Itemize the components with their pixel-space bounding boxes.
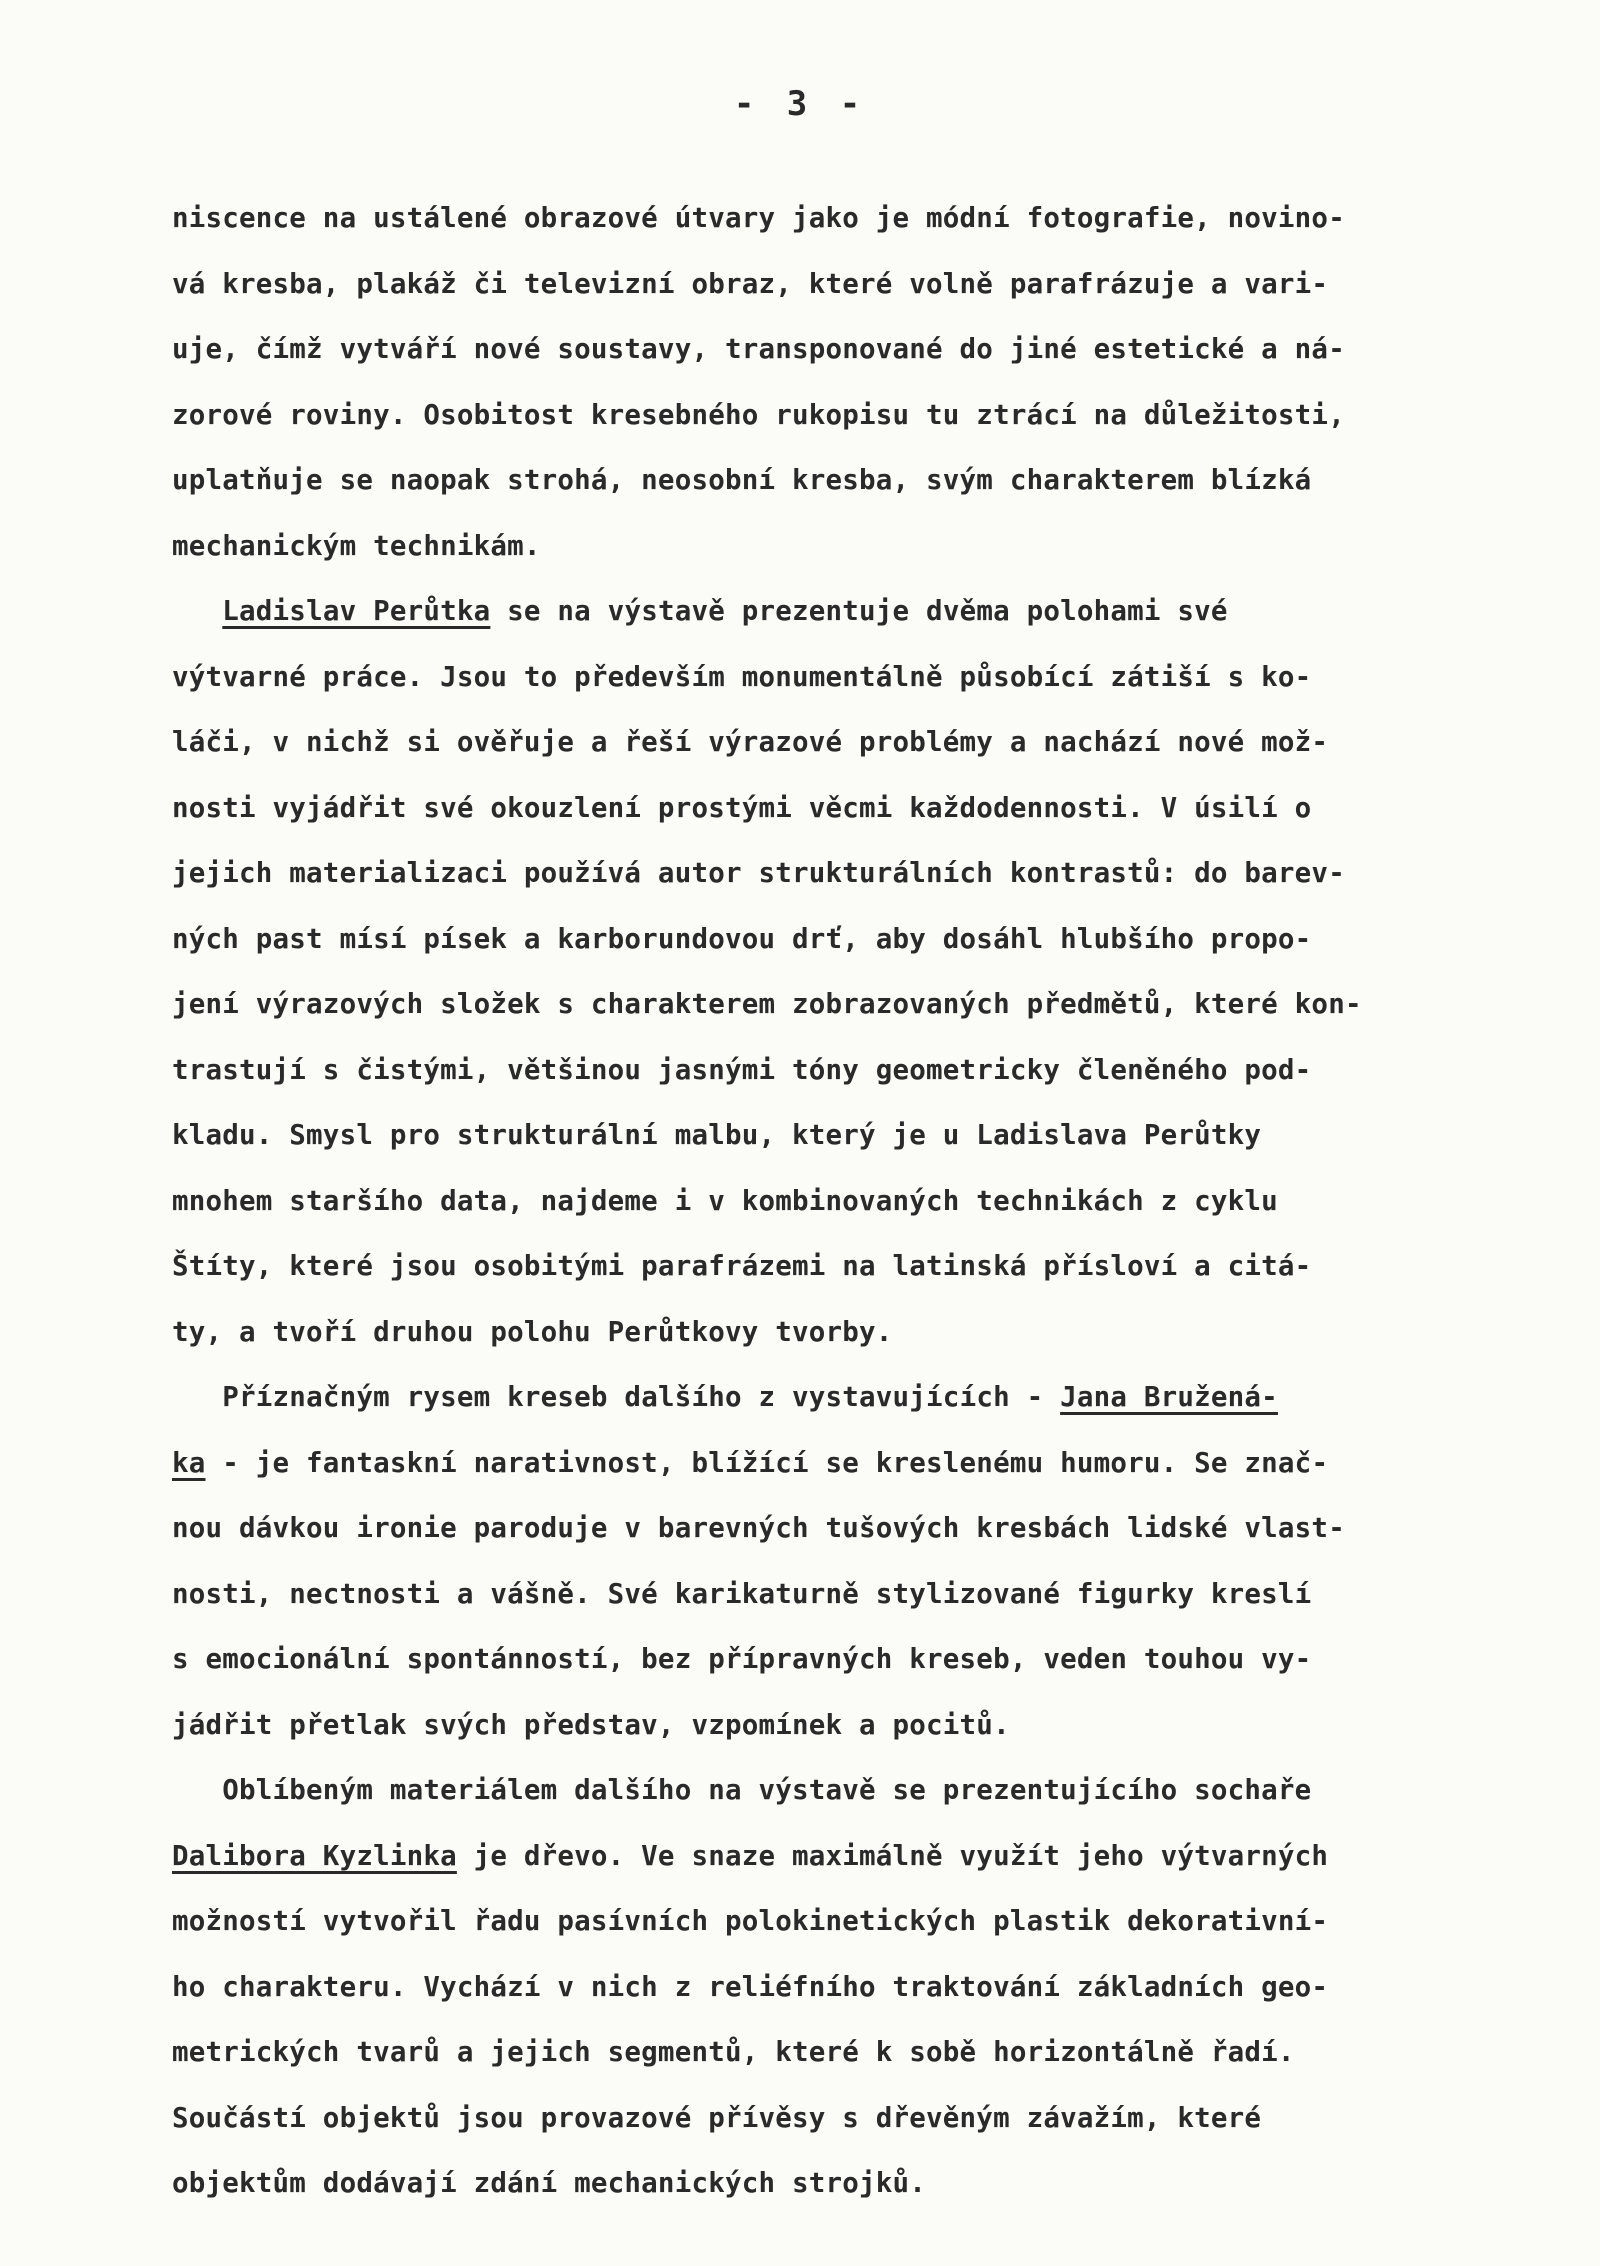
text-line xyxy=(172,1431,1552,1497)
text-line: metrických tvarů a jejich segmentů, které k sobě horizontálně řadí. xyxy=(172,2036,1295,2068)
text-line: nosti, nectnosti a vášně. Své karikaturně stylizované figurky kreslí xyxy=(172,1577,1312,1610)
text-line: vá kresba, plakáž či televizní obraz, které volně parafrázuje a vari- xyxy=(172,267,1329,300)
text-line xyxy=(172,1365,1552,1431)
text-line xyxy=(172,1824,1552,1890)
text-line: niscence na ustálené obrazové útvary jako je módní fotografie, novino- xyxy=(172,202,1345,234)
text-line: výtvarné práce. Jsou to především monumentálně působící zátiší s ko- xyxy=(172,660,1312,693)
text-line: kladu. Smysl pro strukturální malbu, který je u Ladislava Perůtky xyxy=(172,1119,1262,1151)
artist-name-kyzlink: Dalibora Kyzlinka xyxy=(172,1839,457,1872)
text-line: Štíty, které jsou osobitými parafrázemi na latinská přísloví a citá- xyxy=(172,1250,1312,1282)
text-line: uje, čímž vytváří nové soustavy, transponované do jiné estetické a ná- xyxy=(172,333,1345,365)
text-line: uplatňuje se naopak strohá, neosobní kresba, svým charakterem blízká xyxy=(172,464,1312,496)
text-line: ty, a tvoří druhou polohu Perůtkovy tvorby. xyxy=(172,1315,893,1348)
text-line: trastují s čistými, většinou jasnými tóny geometricky členěného pod- xyxy=(172,1053,1312,1086)
text-line: ho charakteru. Vychází v nich z reliéfního traktování základních geo- xyxy=(172,1970,1329,2003)
text-line: láči, v nichž si ověřuje a řeší výrazové problémy a nachází nové mož- xyxy=(172,726,1329,758)
text-line xyxy=(172,579,1552,645)
artist-name-bruzenak: Jana Bružená- xyxy=(1060,1381,1278,1413)
text-line: jejich materializaci používá autor strukturálních kontrastů: do barev- xyxy=(172,857,1345,889)
line-rest: se na výstavě prezentuje dvěma polohami své xyxy=(490,595,1228,627)
text-line: možností vytvořil řadu pasívních polokinetických plastik dekorativní- xyxy=(172,1905,1329,1937)
text-line: zorové roviny. Osobitost kresebného rukopisu tu ztrácí na důležitosti, xyxy=(172,398,1345,431)
text-line: nosti vyjádřit své okouzlení prostými věcmi každodennosti. V úsilí o xyxy=(172,791,1312,824)
text-line: jení výrazových složek s charakterem zobrazovaných předmětů, které kon- xyxy=(172,988,1362,1020)
text-line: Oblíbeným materiálem dalšího na výstavě se prezentujícího sochaře xyxy=(172,1774,1312,1806)
text-line: objektům dodávají zdání mechanických strojků. xyxy=(172,2167,927,2199)
text-line: mnohem staršího data, najdeme i v kombinovaných technikách z cyklu xyxy=(172,1184,1278,1217)
text-line: mechanickým technikám. xyxy=(172,529,541,562)
line-rest: - je fantaskní narativnost, blížící se kreslenému humoru. Se znač- xyxy=(205,1446,1329,1479)
text-line: ných past mísí písek a karborundovou drť, aby dosáhl hlubšího propo- xyxy=(172,922,1312,955)
artist-name-perutka: Ladislav Perůtka xyxy=(222,595,491,627)
line-rest: je dřevo. Ve snaze maximálně využít jeho výtvarných xyxy=(456,1839,1329,1872)
line-pre: Příznačným rysem kreseb dalšího z vystavujících - xyxy=(222,1381,1061,1413)
text-line: nou dávkou ironie paroduje v barevných tušových kresbách lidské vlast- xyxy=(172,1512,1345,1544)
indent xyxy=(172,595,222,627)
page-number: - 3 - xyxy=(733,84,867,124)
text-line: jádřit přetlak svých představ, vzpomínek a pocitů. xyxy=(172,1708,1010,1741)
text-line: s emocionální spontánností, bez přípravných kreseb, veden touhou vy- xyxy=(172,1643,1312,1675)
body-text xyxy=(172,186,1552,2217)
indent xyxy=(172,1381,222,1413)
text-line: Součástí objektů jsou provazové přívěsy s dřevěným závažím, které xyxy=(172,2101,1262,2134)
artist-name-bruzenak-cont: ka xyxy=(172,1446,206,1479)
